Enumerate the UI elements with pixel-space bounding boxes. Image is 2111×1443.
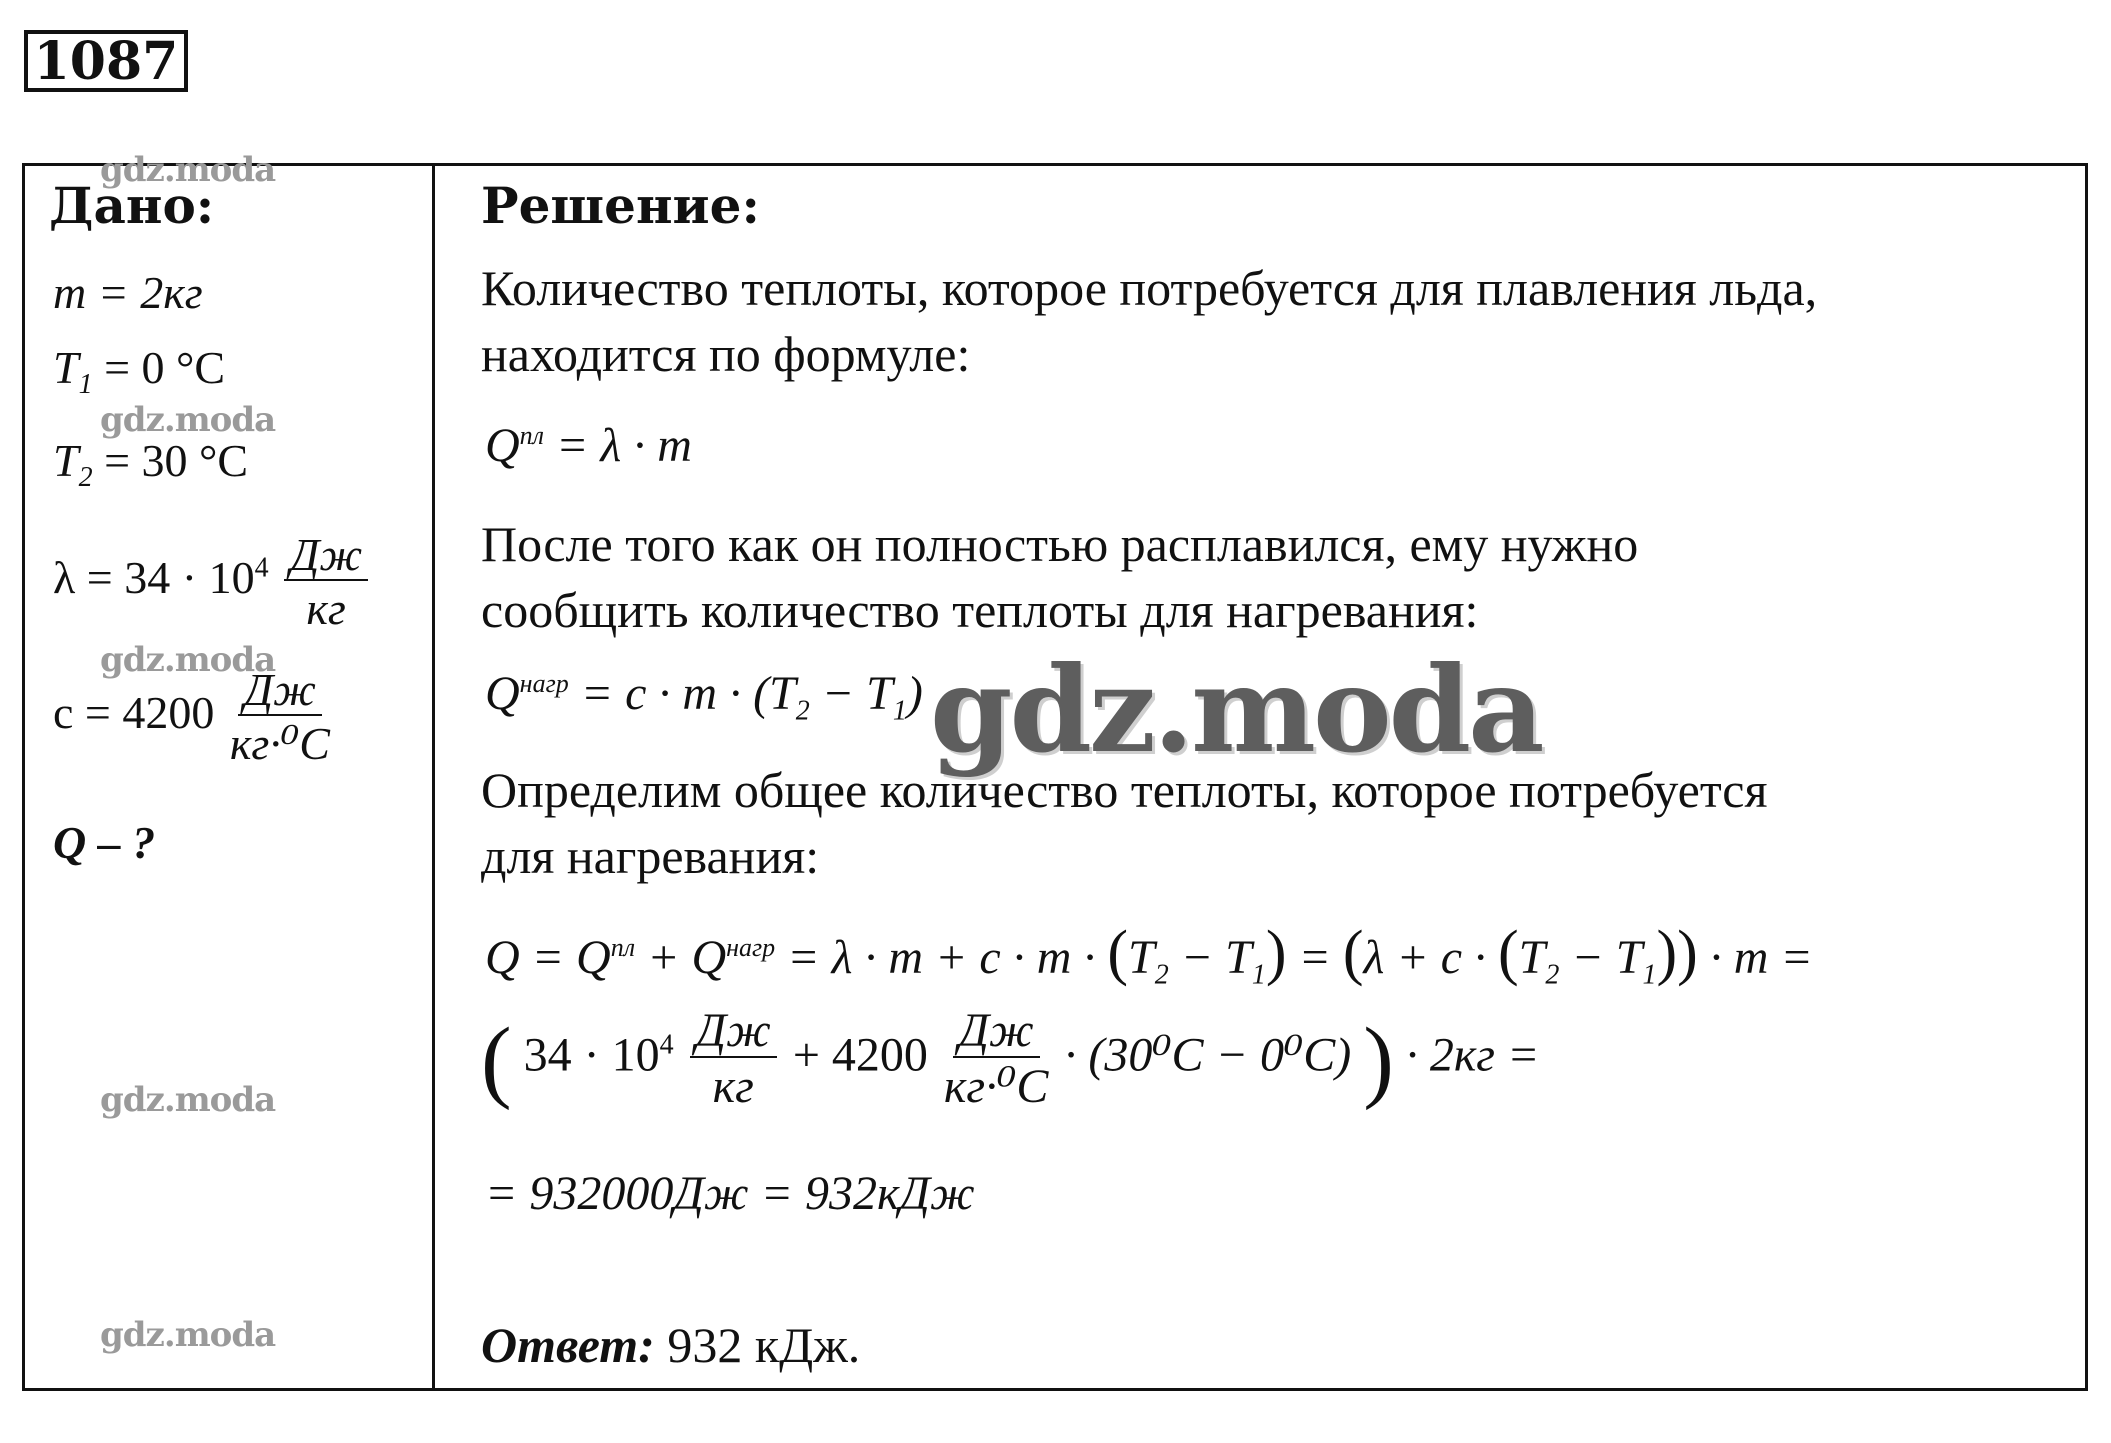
big-paren-close: ) xyxy=(1363,1008,1394,1111)
formula-substitution xyxy=(481,1006,1539,1113)
watermark-large: gdz.moda xyxy=(930,640,1542,779)
given-header: Дано: xyxy=(49,176,215,235)
para1-line1: Количество теплоты, которое потребуется для плавления льда, xyxy=(481,260,1818,316)
watermark-small-2: gdz.moda xyxy=(100,400,276,440)
para2-line1: После того как он полностью расплавился, ему нужно xyxy=(481,516,1639,572)
answer-value: 932 кДж. xyxy=(667,1317,861,1373)
t2-value: = 30 °C xyxy=(104,435,249,486)
given-unknown: Q – ? xyxy=(53,817,156,868)
given-mass: m = 2кг xyxy=(53,267,203,318)
t2-symbol: T xyxy=(53,435,79,486)
formula-result: = 932000Дж = 932кДж xyxy=(485,1167,975,1220)
f4-frac2-den: кг·⁰С xyxy=(943,1060,1049,1114)
f4-c: · (30⁰С − 0⁰С) xyxy=(1064,1028,1352,1082)
c-unit-num: Дж xyxy=(238,666,322,716)
f4-a: 34 · 10 xyxy=(523,1028,660,1082)
para3-line2: для нагревания: xyxy=(481,828,820,884)
watermark-small-3: gdz.moda xyxy=(100,640,276,680)
lambda-lhs: λ = 34 · 10 xyxy=(53,551,255,603)
lambda-exponent: 4 xyxy=(254,552,269,584)
c-unit-den: кг·⁰С xyxy=(229,718,330,770)
c-lhs: c = 4200 xyxy=(53,686,215,738)
given-lambda xyxy=(53,531,372,634)
para3-line1: Определим общее количество теплоты, которое потребуется xyxy=(481,762,1768,818)
formula1-sup: пл xyxy=(519,421,545,450)
watermark-small-4: gdz.moda xyxy=(100,1080,276,1120)
watermark-small-1: gdz.moda xyxy=(100,150,276,190)
formula-total: $Q = Q^{пл} + Q^{нагр} = \lambda \cdot m + c \cdot m \cdot (T_2 - T_1) = (\lambda + c \cdot (T_2 - T_1)) \cdot m$ = xyxy=(485,919,1813,991)
lambda-unit xyxy=(284,531,368,634)
f4-frac1-num: Дж xyxy=(690,1006,777,1058)
answer xyxy=(481,1316,860,1374)
watermark-small-5: gdz.moda xyxy=(100,1315,276,1355)
solution-header: Решение: xyxy=(481,176,760,235)
given-c xyxy=(53,666,334,769)
para2-line2: сообщить количество теплоты для нагревания: xyxy=(481,582,1479,638)
c-unit xyxy=(230,666,330,769)
given-t2 xyxy=(53,434,248,494)
f4-frac1-den: кг xyxy=(712,1060,754,1114)
formula-heating: $Q^{нагр} = c \cdot m \cdot (T_2 - T_1)$ xyxy=(485,667,923,727)
t1-subscript: 1 xyxy=(78,369,93,401)
para1-line2: находится по формуле: xyxy=(481,326,971,382)
t2-subscript: 2 xyxy=(78,462,93,494)
lambda-unit-num: Дж xyxy=(284,531,368,581)
answer-label: Ответ: xyxy=(481,1317,655,1373)
given-t1 xyxy=(53,341,225,401)
formula-melting: $Q^{пл} = \lambda \cdot m$ xyxy=(485,419,692,472)
t1-symbol: T xyxy=(53,342,79,393)
lambda-unit-den: кг xyxy=(306,583,346,635)
f4-frac2 xyxy=(944,1006,1048,1113)
f4-exp: 4 xyxy=(659,1029,674,1061)
f4-d: · 2кг = xyxy=(1405,1028,1540,1082)
given-column xyxy=(25,166,431,1388)
t1-value: = 0 °C xyxy=(104,342,226,393)
f4-frac1 xyxy=(690,1006,777,1113)
f4-frac2-num: Дж xyxy=(953,1006,1040,1058)
big-paren-open: ( xyxy=(481,1008,512,1111)
problem-number: 1087 xyxy=(24,30,188,92)
f4-b: + 4200 xyxy=(792,1028,928,1082)
